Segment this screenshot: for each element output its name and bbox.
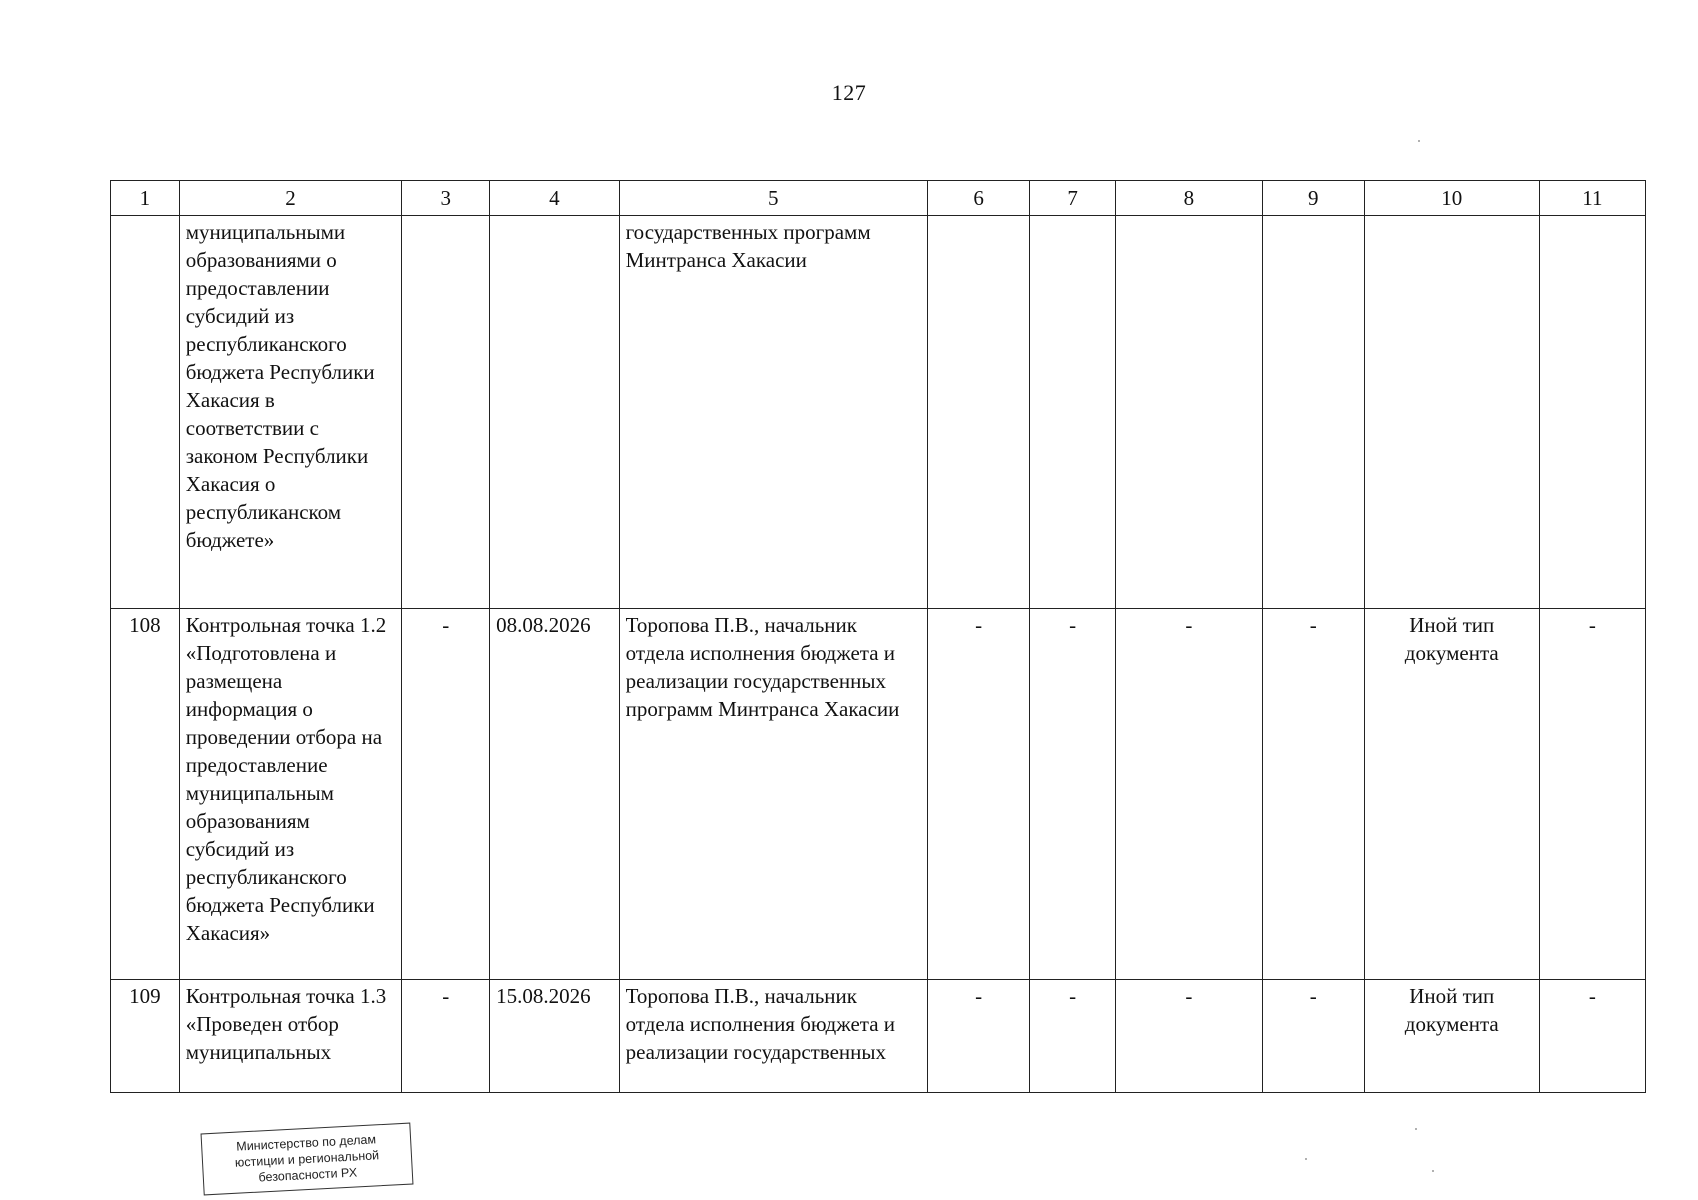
- column-header: 7: [1030, 181, 1116, 216]
- stamp-line: Министерство по делам: [235, 1132, 377, 1154]
- date-cell: 15.08.2026: [490, 980, 619, 1093]
- table-cell: -: [1539, 609, 1645, 980]
- table-row: [111, 980, 1646, 1093]
- table-cell: -: [1262, 980, 1364, 1093]
- column-header: 2: [179, 181, 401, 216]
- stamp-line: юстиции и региональной: [234, 1148, 380, 1170]
- document-type-cell: [1364, 216, 1539, 609]
- scan-speck: [1305, 1158, 1307, 1160]
- table-cell: [928, 216, 1030, 609]
- column-header: 5: [619, 181, 927, 216]
- table-cell: -: [1030, 980, 1116, 1093]
- responsible-cell: Торопова П.В., начальник отдела исполнения бюджета и реализации государственных: [619, 980, 927, 1093]
- table-row: [111, 216, 1646, 609]
- scan-speck: [1418, 140, 1420, 142]
- scan-speck: [1432, 1170, 1434, 1172]
- event-name-cell: муниципальными образованиями о предоставлении субсидий из республиканского бюджета Республики Хакасия в соответствии с законом Республики Хакасия о республиканском бюджете»: [179, 216, 401, 609]
- ministry-stamp: [201, 1123, 414, 1196]
- table-cell: -: [928, 980, 1030, 1093]
- table-cell: -: [1116, 609, 1263, 980]
- table-cell: -: [1030, 609, 1116, 980]
- column-header: 11: [1539, 181, 1645, 216]
- table-cell: [1030, 216, 1116, 609]
- table-cell: -: [928, 609, 1030, 980]
- table-header-row: [111, 181, 1646, 216]
- column-header: 6: [928, 181, 1030, 216]
- table-cell: -: [1116, 980, 1263, 1093]
- date-cell: [490, 216, 619, 609]
- responsible-cell: Торопова П.В., начальник отдела исполнения бюджета и реализации государственных программ Минтранса Хакасии: [619, 609, 927, 980]
- row-number-cell: 108: [111, 609, 180, 980]
- event-name-cell: Контрольная точка 1.3 «Проведен отбор муниципальных: [179, 980, 401, 1093]
- table-cell: -: [1262, 609, 1364, 980]
- scan-speck: [1415, 1128, 1417, 1130]
- column-header: 3: [402, 181, 490, 216]
- column-header: 8: [1116, 181, 1263, 216]
- event-name-cell: Контрольная точка 1.2 «Подготовлена и размещена информация о проведении отбора на предоставление муниципальным образованиям субсидий из республиканского бюджета Республики Хакасия»: [179, 609, 401, 980]
- table-cell: -: [1539, 980, 1645, 1093]
- table-cell: -: [402, 609, 490, 980]
- column-header: 10: [1364, 181, 1539, 216]
- table-cell: -: [402, 980, 490, 1093]
- column-header: 4: [490, 181, 619, 216]
- date-cell: 08.08.2026: [490, 609, 619, 980]
- page-number: 127: [831, 80, 867, 105]
- row-number-cell: 109: [111, 980, 180, 1093]
- responsible-cell: государственных программ Минтранса Хакасии: [619, 216, 927, 609]
- column-header: 9: [1262, 181, 1364, 216]
- row-number-cell: [111, 216, 180, 609]
- table-cell: [1262, 216, 1364, 609]
- stamp-line: безопасности РХ: [258, 1165, 358, 1185]
- table-cell: [402, 216, 490, 609]
- table-cell: [1539, 216, 1645, 609]
- table-cell: [1116, 216, 1263, 609]
- column-header: 1: [111, 181, 180, 216]
- table-row: [111, 609, 1646, 980]
- document-type-cell: Иной тип документа: [1364, 609, 1539, 980]
- document-table: [110, 180, 1646, 1093]
- document-type-cell: Иной тип документа: [1364, 980, 1539, 1093]
